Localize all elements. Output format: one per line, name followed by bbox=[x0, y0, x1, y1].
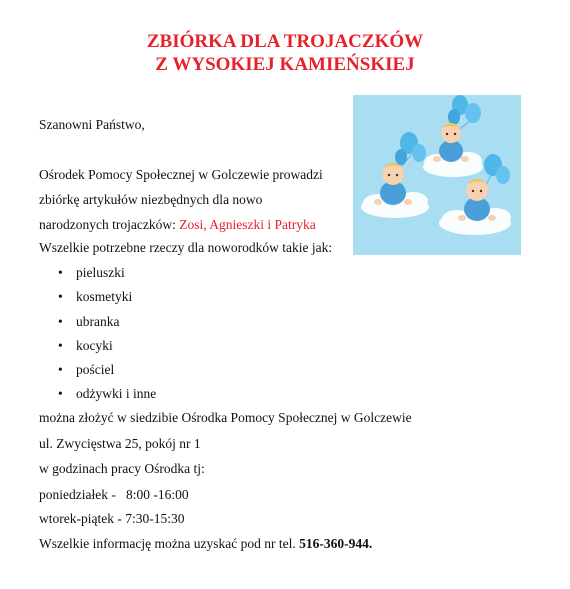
title-line-1: ZBIÓRKA DLA TROJACZKÓW bbox=[146, 31, 424, 52]
list-item: • odżywki i inne bbox=[58, 386, 157, 401]
list-item: • pieluszki bbox=[58, 265, 125, 280]
list-item: • ubranka bbox=[58, 314, 120, 329]
dropoff-line: można złożyć w siedzibie Ośrodka Pomocy Społecznej w Golczewie bbox=[39, 410, 412, 425]
address: ul. Zwycięstwa 25, pokój nr 1 bbox=[39, 436, 201, 451]
document-title bbox=[0, 30, 570, 76]
phone-number: 516-360-944. bbox=[299, 536, 373, 551]
bullet-icon: • bbox=[58, 314, 63, 329]
hours-monday: poniedziałek - 8:00 -16:00 bbox=[39, 487, 189, 502]
bullet-icon: • bbox=[58, 289, 63, 304]
bullet-icon: • bbox=[58, 362, 63, 377]
items-heading: Wszelkie potrzebne rzeczy dla noworodków takie jak: bbox=[39, 240, 333, 255]
hours-tuesday-friday: wtorek-piątek - 7:30-15:30 bbox=[39, 511, 185, 526]
babies-on-clouds-icon bbox=[353, 95, 521, 255]
intro-line-2: zbiórkę artykułów niezbędnych dla nowo bbox=[39, 192, 263, 207]
greeting: Szanowni Państwo, bbox=[39, 117, 145, 132]
bullet-icon: • bbox=[58, 338, 63, 353]
list-item: • kocyki bbox=[58, 338, 113, 353]
contact-prefix: Wszelkie informację można uzyskać pod nr tel. bbox=[39, 536, 300, 551]
intro-line-1: Ośrodek Pomocy Społecznej w Golczewie prowadzi bbox=[39, 167, 323, 182]
intro-line-3 bbox=[39, 217, 316, 233]
children-names: Zosi, Agnieszki i Patryka bbox=[179, 217, 316, 232]
contact-line bbox=[39, 536, 372, 552]
babies-illustration bbox=[353, 95, 521, 255]
list-item: • kosmetyki bbox=[58, 289, 133, 304]
bullet-icon: • bbox=[58, 265, 63, 280]
title-line-2: Z WYSOKIEJ KAMIEŃSKIEJ bbox=[155, 54, 415, 75]
hours-heading: w godzinach pracy Ośrodka tj: bbox=[39, 461, 205, 476]
list-item: • pościel bbox=[58, 362, 115, 377]
intro-line-3-prefix: narodzonych trojaczków: bbox=[39, 217, 180, 232]
bullet-icon: • bbox=[58, 386, 63, 401]
